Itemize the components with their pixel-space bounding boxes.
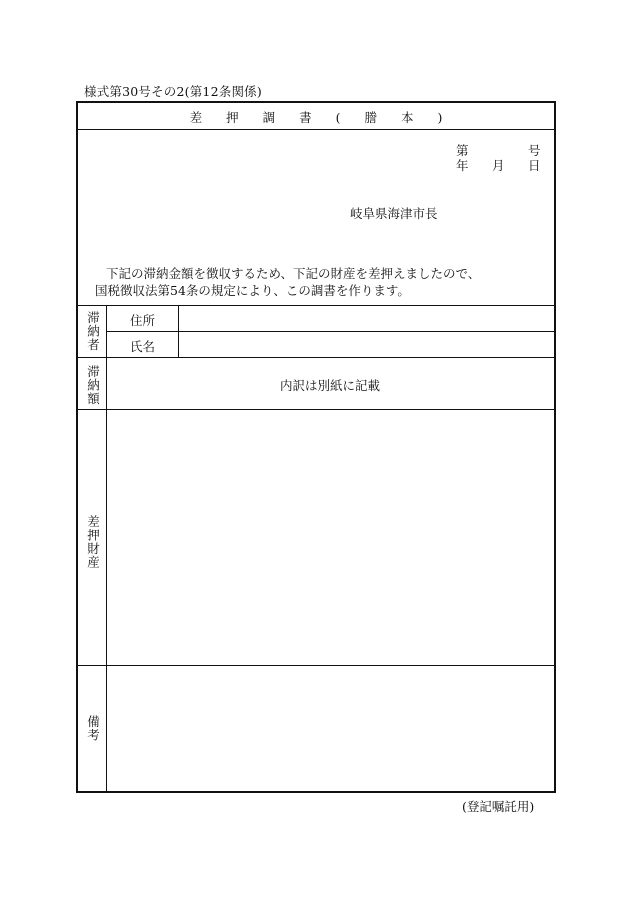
- divider: [78, 357, 554, 358]
- form-title: [78, 108, 554, 126]
- form-number-label: 様式第30号その2(第12条関係): [84, 84, 262, 99]
- divider: [78, 305, 554, 306]
- divider: [78, 665, 554, 666]
- title-char: 謄: [364, 110, 377, 125]
- delinquent-label: 滞納者: [85, 311, 101, 352]
- title-char: ): [437, 110, 443, 125]
- title-char: 調: [262, 110, 276, 125]
- date-year: 年: [456, 158, 469, 173]
- address-label: 住所: [130, 313, 156, 328]
- date-day: 日: [528, 158, 541, 173]
- title-char: 書: [299, 110, 312, 125]
- footer-note: (登記嘱託用): [462, 799, 535, 814]
- name-label: 氏名: [130, 339, 156, 354]
- title-char: 本: [400, 110, 414, 125]
- remarks-label: 備考: [85, 715, 101, 742]
- amount-label: 滞納額: [85, 365, 101, 406]
- seizure-report-form: [76, 101, 556, 793]
- property-label: 差押財産: [85, 515, 101, 569]
- title-char: 差: [189, 110, 203, 125]
- divider: [78, 409, 554, 410]
- divider: [106, 331, 554, 332]
- title-char: (: [335, 110, 341, 125]
- divider: [78, 129, 554, 130]
- document-number-suffix: 号: [528, 143, 541, 158]
- document-number-prefix: 第: [456, 143, 469, 158]
- body-text-line1: 下記の滞納金額を徴収するため、下記の財産を差押えましたので、: [106, 266, 481, 281]
- date-month: 月: [492, 158, 505, 173]
- label-column-divider: [106, 305, 107, 793]
- issuer-name: 岐阜県海津市長: [350, 206, 438, 221]
- title-char: 押: [226, 110, 239, 125]
- amount-value: 内訳は別紙に記載: [280, 378, 381, 393]
- body-text-line2: 国税徴収法第54条の規定により、この調書を作ります。: [95, 283, 410, 298]
